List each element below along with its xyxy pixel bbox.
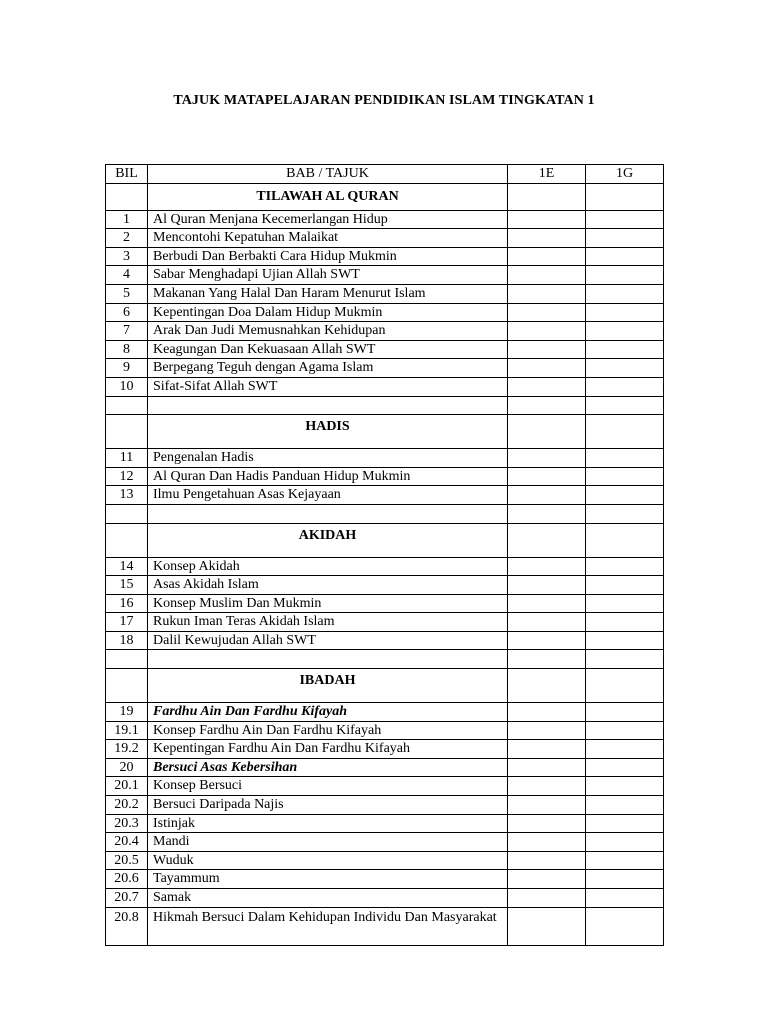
- table-row: [106, 210, 664, 229]
- tajuk-cell: Kepentingan Doa Dalam Hidup Mukmin: [148, 303, 508, 322]
- mark-cell-1g: [586, 467, 664, 486]
- section-heading-row: [106, 183, 664, 210]
- bil-cell: 20.7: [106, 889, 148, 908]
- tajuk-cell: Pengenalan Hadis: [148, 449, 508, 468]
- mark-cell-1e: [508, 870, 586, 889]
- tajuk-cell: Mandi: [148, 833, 508, 852]
- mark-cell-1g: [586, 284, 664, 303]
- table-header-row: [106, 165, 664, 184]
- tajuk-cell: Konsep Muslim Dan Mukmin: [148, 594, 508, 613]
- tajuk-cell: Konsep Fardhu Ain Dan Fardhu Kifayah: [148, 721, 508, 740]
- table-row: [106, 359, 664, 378]
- tajuk-cell: Asas Akidah Islam: [148, 576, 508, 595]
- bil-cell: [106, 650, 148, 669]
- mark-cell-1e: [508, 650, 586, 669]
- mark-cell-1g: [586, 576, 664, 595]
- bil-cell: 11: [106, 449, 148, 468]
- bil-cell: [106, 183, 148, 210]
- tajuk-cell: Bersuci Asas Kebersihan: [148, 758, 508, 777]
- mark-cell-1g: [586, 523, 664, 557]
- mark-cell-1g: [586, 758, 664, 777]
- bil-cell: 16: [106, 594, 148, 613]
- mark-cell-1e: [508, 210, 586, 229]
- mark-cell-1e: [508, 777, 586, 796]
- tajuk-cell: Bersuci Daripada Najis: [148, 796, 508, 815]
- table-row: [106, 449, 664, 468]
- mark-cell-1g: [586, 266, 664, 285]
- mark-cell-1g: [586, 396, 664, 415]
- tajuk-cell: Konsep Bersuci: [148, 777, 508, 796]
- table-row: [106, 594, 664, 613]
- bil-cell: 12: [106, 467, 148, 486]
- tajuk-cell: Fardhu Ain Dan Fardhu Kifayah: [148, 703, 508, 722]
- mark-cell-1g: [586, 504, 664, 523]
- mark-cell-1e: [508, 183, 586, 210]
- table-row: [106, 703, 664, 722]
- table-row: [106, 576, 664, 595]
- table-row: [106, 247, 664, 266]
- empty-row: [106, 396, 664, 415]
- mark-cell-1e: [508, 669, 586, 703]
- table-row: [106, 851, 664, 870]
- section-heading: TILAWAH AL QURAN: [148, 183, 508, 210]
- bil-cell: 4: [106, 266, 148, 285]
- mark-cell-1e: [508, 359, 586, 378]
- table-row: [106, 870, 664, 889]
- mark-cell-1e: [508, 284, 586, 303]
- bil-cell: 8: [106, 340, 148, 359]
- mark-cell-1g: [586, 796, 664, 815]
- bil-cell: [106, 415, 148, 449]
- table-row: [106, 557, 664, 576]
- tajuk-cell: Sabar Menghadapi Ujian Allah SWT: [148, 266, 508, 285]
- table-row: [106, 907, 664, 945]
- mark-cell-1e: [508, 340, 586, 359]
- bil-cell: [106, 523, 148, 557]
- tajuk-cell: Berpegang Teguh dengan Agama Islam: [148, 359, 508, 378]
- mark-cell-1e: [508, 814, 586, 833]
- section-heading-row: [106, 523, 664, 557]
- header-1e: 1E: [508, 165, 586, 184]
- mark-cell-1e: [508, 486, 586, 505]
- table-row: [106, 229, 664, 248]
- syllabus-table: [105, 164, 664, 946]
- mark-cell-1e: [508, 851, 586, 870]
- mark-cell-1g: [586, 870, 664, 889]
- table-body: [106, 165, 664, 946]
- mark-cell-1g: [586, 359, 664, 378]
- table-row: [106, 340, 664, 359]
- mark-cell-1e: [508, 377, 586, 396]
- table-row: [106, 833, 664, 852]
- mark-cell-1e: [508, 721, 586, 740]
- mark-cell-1g: [586, 669, 664, 703]
- mark-cell-1e: [508, 523, 586, 557]
- table-row: [106, 266, 664, 285]
- bil-cell: 20.5: [106, 851, 148, 870]
- mark-cell-1g: [586, 721, 664, 740]
- table-row: [106, 303, 664, 322]
- bil-cell: 6: [106, 303, 148, 322]
- empty-row: [106, 504, 664, 523]
- table-row: [106, 284, 664, 303]
- table-row: [106, 777, 664, 796]
- tajuk-cell: Istinjak: [148, 814, 508, 833]
- mark-cell-1g: [586, 631, 664, 650]
- header-bil: BIL: [106, 165, 148, 184]
- tajuk-cell: [148, 504, 508, 523]
- mark-cell-1e: [508, 247, 586, 266]
- page-title: TAJUK MATAPELAJARAN PENDIDIKAN ISLAM TINGKATAN 1: [173, 93, 595, 108]
- section-heading: HADIS: [148, 415, 508, 449]
- mark-cell-1g: [586, 247, 664, 266]
- bil-cell: 1: [106, 210, 148, 229]
- bil-cell: 7: [106, 322, 148, 341]
- table-row: [106, 467, 664, 486]
- tajuk-cell: Berbudi Dan Berbakti Cara Hidup Mukmin: [148, 247, 508, 266]
- mark-cell-1e: [508, 631, 586, 650]
- table-row: [106, 486, 664, 505]
- header-bab-tajuk: BAB / TAJUK: [148, 165, 508, 184]
- bil-cell: 17: [106, 613, 148, 632]
- mark-cell-1g: [586, 814, 664, 833]
- mark-cell-1e: [508, 322, 586, 341]
- bil-cell: 20.3: [106, 814, 148, 833]
- mark-cell-1e: [508, 833, 586, 852]
- table-row: [106, 740, 664, 759]
- bil-cell: 20.6: [106, 870, 148, 889]
- bil-cell: 19: [106, 703, 148, 722]
- tajuk-cell: Makanan Yang Halal Dan Haram Menurut Islam: [148, 284, 508, 303]
- table-row: [106, 796, 664, 815]
- tajuk-cell: Ilmu Pengetahuan Asas Kejayaan: [148, 486, 508, 505]
- mark-cell-1e: [508, 703, 586, 722]
- mark-cell-1g: [586, 703, 664, 722]
- mark-cell-1e: [508, 303, 586, 322]
- bil-cell: 18: [106, 631, 148, 650]
- bil-cell: 14: [106, 557, 148, 576]
- tajuk-cell: Dalil Kewujudan Allah SWT: [148, 631, 508, 650]
- mark-cell-1g: [586, 322, 664, 341]
- mark-cell-1e: [508, 594, 586, 613]
- table-row: [106, 721, 664, 740]
- tajuk-cell: [148, 396, 508, 415]
- mark-cell-1g: [586, 229, 664, 248]
- mark-cell-1e: [508, 467, 586, 486]
- bil-cell: 10: [106, 377, 148, 396]
- bil-cell: [106, 669, 148, 703]
- tajuk-cell: Arak Dan Judi Memusnahkan Kehidupan: [148, 322, 508, 341]
- section-heading-row: [106, 669, 664, 703]
- mark-cell-1e: [508, 907, 586, 945]
- mark-cell-1g: [586, 449, 664, 468]
- bil-cell: 5: [106, 284, 148, 303]
- bil-cell: 2: [106, 229, 148, 248]
- mark-cell-1g: [586, 777, 664, 796]
- mark-cell-1g: [586, 210, 664, 229]
- mark-cell-1e: [508, 396, 586, 415]
- table-row: [106, 322, 664, 341]
- mark-cell-1e: [508, 415, 586, 449]
- bil-cell: 20.8: [106, 907, 148, 945]
- bil-cell: 13: [106, 486, 148, 505]
- tajuk-cell: Sifat-Sifat Allah SWT: [148, 377, 508, 396]
- bil-cell: [106, 504, 148, 523]
- bil-cell: 20.1: [106, 777, 148, 796]
- tajuk-cell: Al Quran Menjana Kecemerlangan Hidup: [148, 210, 508, 229]
- tajuk-cell: Tayammum: [148, 870, 508, 889]
- mark-cell-1g: [586, 303, 664, 322]
- mark-cell-1e: [508, 557, 586, 576]
- mark-cell-1g: [586, 907, 664, 945]
- section-heading: AKIDAH: [148, 523, 508, 557]
- bil-cell: 9: [106, 359, 148, 378]
- tajuk-cell: [148, 650, 508, 669]
- section-heading-row: [106, 415, 664, 449]
- mark-cell-1g: [586, 613, 664, 632]
- bil-cell: 20: [106, 758, 148, 777]
- tajuk-cell: Wuduk: [148, 851, 508, 870]
- mark-cell-1g: [586, 486, 664, 505]
- mark-cell-1e: [508, 449, 586, 468]
- mark-cell-1g: [586, 340, 664, 359]
- tajuk-cell: Mencontohi Kepatuhan Malaikat: [148, 229, 508, 248]
- bil-cell: 20.4: [106, 833, 148, 852]
- bil-cell: 20.2: [106, 796, 148, 815]
- bil-cell: 19.2: [106, 740, 148, 759]
- mark-cell-1e: [508, 740, 586, 759]
- mark-cell-1e: [508, 266, 586, 285]
- mark-cell-1g: [586, 851, 664, 870]
- mark-cell-1g: [586, 833, 664, 852]
- table-row: [106, 758, 664, 777]
- mark-cell-1g: [586, 889, 664, 908]
- mark-cell-1g: [586, 377, 664, 396]
- mark-cell-1g: [586, 740, 664, 759]
- mark-cell-1g: [586, 650, 664, 669]
- table-row: [106, 631, 664, 650]
- mark-cell-1e: [508, 796, 586, 815]
- mark-cell-1g: [586, 594, 664, 613]
- tajuk-cell: Samak: [148, 889, 508, 908]
- table-row: [106, 889, 664, 908]
- mark-cell-1e: [508, 758, 586, 777]
- header-1g: 1G: [586, 165, 664, 184]
- tajuk-cell: Kepentingan Fardhu Ain Dan Fardhu Kifayah: [148, 740, 508, 759]
- table-row: [106, 814, 664, 833]
- bil-cell: 15: [106, 576, 148, 595]
- section-heading: IBADAH: [148, 669, 508, 703]
- mark-cell-1g: [586, 557, 664, 576]
- mark-cell-1g: [586, 183, 664, 210]
- tajuk-cell: Rukun Iman Teras Akidah Islam: [148, 613, 508, 632]
- mark-cell-1e: [508, 229, 586, 248]
- tajuk-cell: Hikmah Bersuci Dalam Kehidupan Individu Dan Masyarakat: [148, 907, 508, 945]
- tajuk-cell: Konsep Akidah: [148, 557, 508, 576]
- tajuk-cell: Al Quran Dan Hadis Panduan Hidup Mukmin: [148, 467, 508, 486]
- bil-cell: [106, 396, 148, 415]
- table-row: [106, 613, 664, 632]
- mark-cell-1g: [586, 415, 664, 449]
- bil-cell: 3: [106, 247, 148, 266]
- mark-cell-1e: [508, 576, 586, 595]
- table-row: [106, 377, 664, 396]
- empty-row: [106, 650, 664, 669]
- tajuk-cell: Keagungan Dan Kekuasaan Allah SWT: [148, 340, 508, 359]
- bil-cell: 19.1: [106, 721, 148, 740]
- mark-cell-1e: [508, 504, 586, 523]
- mark-cell-1e: [508, 613, 586, 632]
- mark-cell-1e: [508, 889, 586, 908]
